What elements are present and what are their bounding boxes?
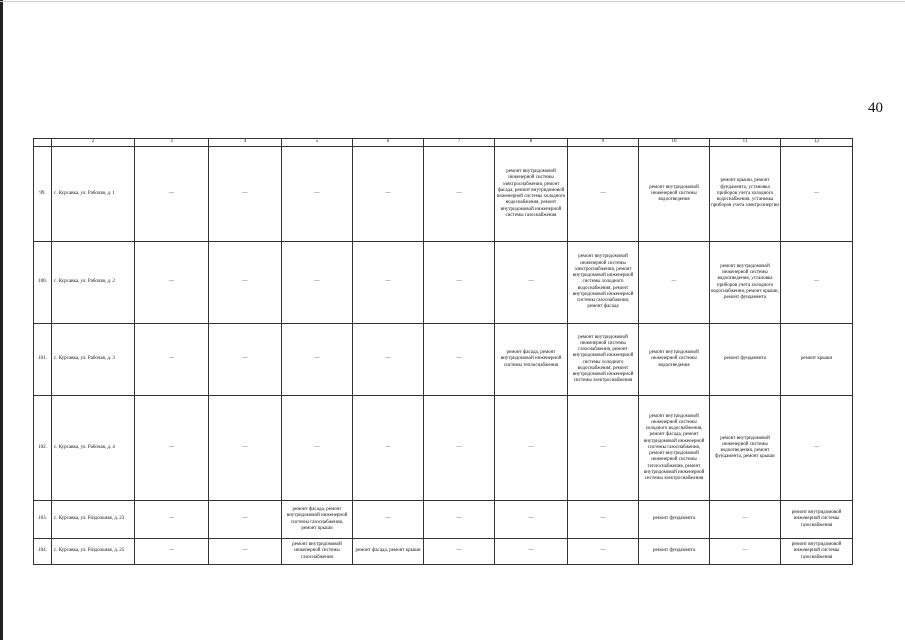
table-row: [34, 501, 853, 539]
header-cell: 12: [781, 139, 853, 147]
work-cell: —: [568, 147, 639, 242]
work-cell: ремонт фундамента: [639, 501, 710, 539]
work-cell: —: [568, 539, 639, 565]
header-cell: 8: [495, 139, 568, 147]
header-cell: 10: [639, 139, 710, 147]
table-row: [34, 324, 853, 396]
table-body: [34, 147, 853, 565]
work-cell: —: [135, 396, 209, 501]
work-cell: ремонт внутридомовой инженерной системы газоснабжения: [282, 539, 353, 565]
address-cell: с. Курсавка, ул. Рабочая, д. 4: [52, 396, 135, 501]
work-cell: —: [424, 539, 495, 565]
work-cell: —: [781, 242, 853, 324]
row-number-cell: 99.: [34, 147, 52, 242]
address-cell: с. Курсавка, ул. Рабочая, д. 3: [52, 324, 135, 396]
work-cell: ремонт внутридомовой инженерной системы газоснабжения: [781, 539, 853, 565]
work-cell: ремонт внутридомовой инженерной системы электроснабжения, ремонт фасада, ремонт внутридомовой инженерной системы холодного водоснабжения, ремонт внутридомовой инженерной системы газоснабжения: [495, 147, 568, 242]
work-cell: ремонт внутридомовой инженерной системы водоотведения: [639, 147, 710, 242]
work-cell: ремонт фасада, ремонт внутридомовой инженерной системы газоснабжения, ремонт крыши: [282, 501, 353, 539]
header-cell: [34, 139, 52, 147]
work-cell: ремонт внутридомовой инженерной системы газоснабжения: [781, 501, 853, 539]
work-cell: —: [424, 324, 495, 396]
work-cell: —: [209, 147, 282, 242]
page-top-edge: [0, 1, 905, 2]
work-cell: ремонт крыши: [781, 324, 853, 396]
table-row: [34, 396, 853, 501]
work-cell: —: [353, 147, 424, 242]
work-cell: —: [710, 539, 781, 565]
work-cell: —: [424, 501, 495, 539]
page-number: 40: [868, 100, 883, 116]
work-cell: ремонт внутридомовой инженерной системы водоотведения: [639, 324, 710, 396]
work-cell: —: [209, 501, 282, 539]
table-row: [34, 539, 853, 565]
work-cell: —: [495, 396, 568, 501]
row-number-cell: 102.: [34, 396, 52, 501]
work-cell: —: [282, 396, 353, 501]
address-cell: с. Курсавка, ул. Рабочая, д. 1: [52, 147, 135, 242]
work-cell: —: [424, 242, 495, 324]
work-cell: ремонт фасада, ремонт внутридомовой инженерной системы теплоснабжения: [495, 324, 568, 396]
work-cell: ремонт внутридомовой инженерной системы водоотведения, ремонт фундамента, ремонт крыши: [710, 396, 781, 501]
work-cell: —: [209, 539, 282, 565]
work-cell: ремонт фасада, ремонт крыши: [353, 539, 424, 565]
work-cell: —: [135, 539, 209, 565]
address-cell: с. Курсавка, ул. Раздольная, д. 23: [52, 501, 135, 539]
header-cell: 9: [568, 139, 639, 147]
work-cell: ремонт крыши, ремонт фундамента, установка приборов учета холодного водоснабжения, установка приборов учета электроэнергии: [710, 147, 781, 242]
work-cell: —: [135, 324, 209, 396]
work-cell: —: [424, 396, 495, 501]
work-cell: —: [495, 242, 568, 324]
work-cell: —: [135, 501, 209, 539]
work-cell: ремонт внутридомовой инженерной системы водоотведения, установка приборов учета холодного водоснабжения, ремонт крыши, ремонт фундамента: [710, 242, 781, 324]
work-cell: —: [495, 539, 568, 565]
address-cell: с. Курсавка, ул. Рабочая, д. 2: [52, 242, 135, 324]
page-edge-bar: [0, 0, 3, 640]
work-cell: —: [710, 501, 781, 539]
work-cell: —: [353, 501, 424, 539]
works-table: [33, 138, 853, 565]
work-cell: ремонт фундамента: [639, 539, 710, 565]
work-cell: —: [781, 396, 853, 501]
work-cell: ремонт внутридомовой инженерной системы холодного водоснабжения, ремонт фасада, ремонт внутридомовой инженерной системы газоснабжения, ремонт внутридомовой инженерной системы теплоснабжения, ремонт внутридомовой инженерной системы электроснабжения: [639, 396, 710, 501]
work-cell: —: [135, 147, 209, 242]
work-cell: ремонт внутридомовой инженерной системы электроснабжения, ремонт внутридомовой инженерной системы холодного водоснабжения, ремонт внутридомовой инженерной системы газоснабжения, ремонт фасада: [568, 242, 639, 324]
work-cell: —: [353, 396, 424, 501]
row-number-cell: 104.: [34, 539, 52, 565]
work-cell: —: [282, 242, 353, 324]
work-cell: —: [282, 147, 353, 242]
header-cell: 7: [424, 139, 495, 147]
header-cell: 2: [52, 139, 135, 147]
work-cell: —: [353, 324, 424, 396]
header-cell: 4: [209, 139, 282, 147]
row-number-cell: 101.: [34, 324, 52, 396]
work-cell: —: [639, 242, 710, 324]
row-number-cell: 103.: [34, 501, 52, 539]
work-cell: ремонт фундамента: [710, 324, 781, 396]
header-cell: 3: [135, 139, 209, 147]
header-cell: 5: [282, 139, 353, 147]
work-cell: —: [209, 324, 282, 396]
work-cell: —: [209, 396, 282, 501]
work-cell: —: [781, 147, 853, 242]
work-cell: —: [568, 501, 639, 539]
work-cell: ремонт внутридомовой инженерной системы газоснабжения, ремонт внутридомовой инженерной системы холодного водоснабжения, ремонт внутридомовой инженерной системы электроснабжения: [568, 324, 639, 396]
work-cell: —: [135, 242, 209, 324]
row-number-cell: 100.: [34, 242, 52, 324]
work-cell: —: [353, 242, 424, 324]
header-row: [34, 139, 853, 147]
work-cell: —: [424, 147, 495, 242]
table-row: [34, 147, 853, 242]
header-cell: 11: [710, 139, 781, 147]
work-cell: —: [282, 324, 353, 396]
work-cell: —: [209, 242, 282, 324]
work-cell: —: [568, 396, 639, 501]
work-cell: —: [495, 501, 568, 539]
table-row: [34, 242, 853, 324]
address-cell: с. Курсавка, ул. Раздольная, д. 25: [52, 539, 135, 565]
header-cell: 6: [353, 139, 424, 147]
